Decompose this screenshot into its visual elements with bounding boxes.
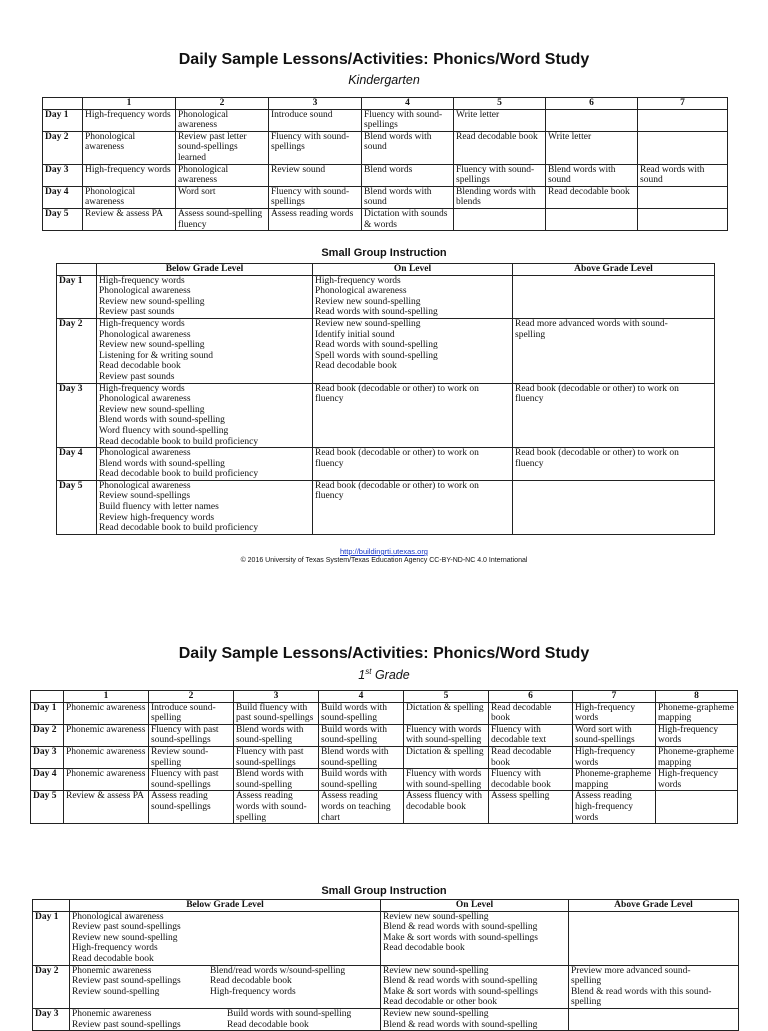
k-col-header: 7	[638, 98, 728, 110]
k-activity-cell: Phonological awareness	[176, 109, 269, 131]
sgik-below-line: Read decodable book to build proficiency	[99, 523, 259, 534]
sgi1-below-line: Read decodable book	[227, 1019, 309, 1030]
sgi1-below-line: Read decodable book	[72, 953, 154, 964]
k-day-label: Day 2	[43, 131, 83, 164]
sgik-above-line: Read book (decodable or other) to work on	[515, 448, 679, 459]
grade1-subtitle: 1st Grade	[358, 667, 410, 683]
sgi1-on-line: Blend & read words with sound-spelling	[383, 922, 538, 933]
g1-day-label: Day 5	[31, 791, 64, 824]
sgik-below-cell	[97, 480, 313, 534]
k-activity-cell: Review sound	[269, 164, 362, 186]
grade1-sgi-title: Small Group Instruction	[321, 885, 447, 897]
g1-day-label: Day 3	[31, 746, 64, 768]
sgi1-below-line: Review past sound-spellings	[72, 922, 181, 933]
sgik-below-line: Review new sound-spelling	[99, 404, 205, 415]
g1-activity-cell: Phonemic awareness	[64, 724, 149, 746]
k-activity-cell: Blend words	[362, 164, 454, 186]
k-day-label: Day 5	[43, 208, 83, 230]
g1-activity-cell: Fluency with words with sound-spelling	[404, 724, 489, 746]
k-activity-cell	[638, 109, 728, 131]
g1-activity-cell: Fluency with decodable text	[489, 724, 573, 746]
sgi1-below-line: Review new sound-spelling	[72, 932, 178, 943]
g1-row	[31, 791, 738, 824]
k-row	[43, 164, 728, 186]
sgik-below-line: Phonological awareness	[99, 480, 191, 491]
sgi1-on-line: Make & sort words with sound-spellings	[383, 932, 538, 943]
g1-activity-cell: Word sort with sound-spellings	[573, 724, 656, 746]
k-activity-cell: Assess sound-spelling fluency	[176, 208, 269, 230]
sgik-above-line: Read more advanced words with sound-	[515, 318, 668, 329]
sgik-above-line: fluency	[515, 394, 544, 405]
sgi1-col-header	[33, 900, 70, 912]
sgik-on-line: Read decodable book	[315, 361, 397, 372]
k-activity-cell	[638, 186, 728, 208]
sgik-row	[57, 275, 715, 318]
sgik-on-line: Review new sound-spelling	[315, 318, 421, 329]
sgi1-below-cell	[70, 911, 381, 965]
sgik-on-line: Read book (decodable or other) to work on	[315, 448, 479, 459]
g1-day-label: Day 2	[31, 724, 64, 746]
sgi1-day-label: Day 1	[33, 911, 70, 965]
kindergarten-title: Daily Sample Lessons/Activities: Phonics/Word Study	[178, 51, 590, 68]
sgik-below-line: Phonological awareness	[99, 394, 191, 405]
k-activity-cell: Assess reading words	[269, 208, 362, 230]
sgik-below-line: Review new sound-spelling	[99, 296, 205, 307]
sgik-col-header: Below Grade Level	[97, 264, 313, 276]
sgik-below-line: Review sound-spellings	[99, 491, 191, 502]
sgik-on-line: fluency	[315, 394, 344, 405]
sgi1-above-cell	[569, 911, 739, 965]
sgik-on-cell	[313, 448, 513, 481]
g1-col-header: 4	[319, 691, 404, 703]
sgik-on-line: Review new sound-spelling	[315, 296, 421, 307]
sgi1-on-line: Review new sound-spelling	[383, 965, 489, 976]
sgik-below-line: Read decodable book to build proficiency	[99, 469, 259, 480]
g1-activity-cell: Phonemic awareness	[64, 746, 149, 768]
sgik-on-line: Read book (decodable or other) to work on	[315, 480, 479, 491]
k-col-header: 1	[83, 98, 176, 110]
g1-activity-cell: Build fluency with past sound-spellings	[234, 702, 319, 724]
k-day-label: Day 4	[43, 186, 83, 208]
k-activity-cell: Review & assess PA	[83, 208, 176, 230]
sgik-day-label: Day 1	[57, 275, 97, 318]
sgi1-below-line: High-frequency words	[210, 986, 296, 997]
g1-activity-cell: Assess fluency with decodable book	[404, 791, 489, 824]
sgik-below-line: Read decodable book to build proficiency	[99, 436, 259, 447]
sgik-above-line: Read book (decodable or other) to work on	[515, 383, 679, 394]
g1-activity-cell: Assess spelling	[489, 791, 573, 824]
sgik-below-line: Phonological awareness	[99, 286, 191, 297]
g1-col-header: 2	[149, 691, 234, 703]
sgi1-below-line: Build words with sound-spelling	[227, 1008, 352, 1019]
k-activity-cell: Write letter	[454, 109, 546, 131]
sgik-day-label: Day 3	[57, 383, 97, 448]
sgi1-row	[33, 1008, 739, 1030]
sgik-on-cell	[313, 275, 513, 318]
sgik-below-line: Review high-frequency words	[99, 512, 215, 523]
k-col-header: 3	[269, 98, 362, 110]
sgi1-col-header: On Level	[381, 900, 569, 912]
sgi1-on-cell	[381, 965, 569, 1008]
g1-activity-cell: Review & assess PA	[64, 791, 149, 824]
sgik-below-line: High-frequency words	[99, 383, 185, 394]
grade1-sgi-table	[32, 899, 739, 1031]
sgik-above-cell	[513, 275, 715, 318]
sgik-below-line: High-frequency words	[99, 275, 185, 286]
sgi1-below-line: Phonological awareness	[72, 911, 164, 922]
sgik-on-line: Read words with sound-spelling	[315, 307, 438, 318]
sgik-above-cell	[513, 448, 715, 481]
k-activity-cell: Fluency with sound-spellings	[362, 109, 454, 131]
k-activity-cell: Dictation with sounds & words	[362, 208, 454, 230]
sgi1-row	[33, 965, 739, 1008]
k-col-header	[43, 98, 83, 110]
sgi1-above-line: spelling	[571, 976, 602, 987]
k-activity-cell: Read decodable book	[546, 186, 638, 208]
k-activity-cell: Blending words with blends	[454, 186, 546, 208]
sgik-below-line: Blend words with sound-spelling	[99, 415, 225, 426]
k-activity-cell: Fluency with sound-spellings	[269, 131, 362, 164]
g1-activity-cell: Phoneme-grapheme mapping	[656, 746, 738, 768]
sgik-on-line: Spell words with sound-spelling	[315, 350, 438, 361]
k-activity-cell	[638, 131, 728, 164]
g1-col-header: 5	[404, 691, 489, 703]
g1-activity-cell: High-frequency words	[656, 724, 738, 746]
sgik-below-line: Word fluency with sound-spelling	[99, 425, 229, 436]
g1-activity-cell: Build words with sound-spelling	[319, 769, 404, 791]
g1-activity-cell: Assess reading words with sound-spelling	[234, 791, 319, 824]
sgi1-row	[33, 911, 739, 965]
g1-col-header	[31, 691, 64, 703]
sgik-on-line: Phonological awareness	[315, 286, 407, 297]
g1-activity-cell: Build words with sound-spelling	[319, 702, 404, 724]
sgik-below-cell	[97, 448, 313, 481]
sgik-above-cell	[513, 383, 715, 448]
kindergarten-lessons-table	[42, 97, 728, 231]
sgi1-above-line: spelling	[571, 997, 602, 1008]
sgik-row	[57, 480, 715, 534]
g1-activity-cell: Phoneme-grapheme mapping	[656, 702, 738, 724]
g1-col-header: 7	[573, 691, 656, 703]
g1-activity-cell: Blend words with sound-spelling	[234, 769, 319, 791]
k-activity-cell	[546, 109, 638, 131]
sgi1-below-line: Review past sound-spellings	[72, 1019, 181, 1030]
sgi1-day-label: Day 2	[33, 965, 70, 1008]
g1-row	[31, 724, 738, 746]
sgi1-col-header: Below Grade Level	[70, 900, 381, 912]
grade1-title: Daily Sample Lessons/Activities: Phonics/Word Study	[178, 645, 590, 662]
k-activity-cell: Word sort	[176, 186, 269, 208]
k-col-header: 4	[362, 98, 454, 110]
g1-activity-cell: Read decodable book	[489, 702, 573, 724]
k-activity-cell: Read decodable book	[454, 131, 546, 164]
g1-activity-cell: Build words with sound-spelling	[319, 724, 404, 746]
sgi1-on-line: Read decodable book	[383, 943, 465, 954]
k-activity-cell: Fluency with sound-spellings	[269, 186, 362, 208]
g1-activity-cell: Assess reading words on teaching chart	[319, 791, 404, 824]
g1-activity-cell: Fluency with past sound-spellings	[149, 724, 234, 746]
sgi1-above-line: Preview more advanced sound-	[571, 965, 691, 976]
sgik-day-label: Day 5	[57, 480, 97, 534]
g1-col-header: 1	[64, 691, 149, 703]
sgik-above-cell	[513, 480, 715, 534]
g1-row	[31, 746, 738, 768]
k-row	[43, 131, 728, 164]
g1-activity-cell: Dictation & spelling	[404, 702, 489, 724]
g1-activity-cell: Introduce sound-spelling	[149, 702, 234, 724]
sgik-row	[57, 383, 715, 448]
sgik-below-line: Build fluency with letter names	[99, 502, 219, 513]
g1-activity-cell: Blend words with sound-spelling	[234, 724, 319, 746]
sgik-col-header: On Level	[313, 264, 513, 276]
g1-activity-cell: High-frequency words	[573, 746, 656, 768]
g1-row	[31, 769, 738, 791]
sgi1-below-line: Blend/read words w/sound-spelling	[210, 965, 346, 976]
sgik-above-line: spelling	[515, 329, 546, 340]
sgik-below-line: Review past sounds	[99, 371, 175, 382]
sgik-below-line: Review new sound-spelling	[99, 340, 205, 351]
g1-activity-cell: Read decodable book	[489, 746, 573, 768]
g1-col-header: 3	[234, 691, 319, 703]
k-activity-cell: Phonological awareness	[83, 186, 176, 208]
sgi1-above-cell	[569, 965, 739, 1008]
sgik-row	[57, 318, 715, 383]
k-day-label: Day 3	[43, 164, 83, 186]
g1-activity-cell: Phonemic awareness	[64, 702, 149, 724]
g1-activity-cell: Fluency with decodable book	[489, 769, 573, 791]
sgik-below-line: Read decodable book	[99, 361, 181, 372]
sgik-row	[57, 448, 715, 481]
k-activity-cell: Blend words with sound	[362, 186, 454, 208]
k-activity-cell	[638, 208, 728, 230]
k-day-label: Day 1	[43, 109, 83, 131]
g1-col-header: 6	[489, 691, 573, 703]
g1-activity-cell: Assess reading sound-spellings	[149, 791, 234, 824]
sgik-below-line: Blend words with sound-spelling	[99, 458, 225, 469]
k-activity-cell: Blend words with sound	[362, 131, 454, 164]
g1-activity-cell: Fluency with words with sound-spelling	[404, 769, 489, 791]
sgik-on-line: Read words with sound-spelling	[315, 340, 438, 351]
sgik-below-line: Phonological awareness	[99, 329, 191, 340]
sgik-day-label: Day 2	[57, 318, 97, 383]
sgik-below-line: High-frequency words	[99, 318, 185, 329]
sgik-below-cell	[97, 383, 313, 448]
sgi1-above-cell	[569, 1008, 739, 1030]
k-activity-cell: Phonological awareness	[83, 131, 176, 164]
k-row	[43, 109, 728, 131]
sgi1-below-line: High-frequency words	[72, 943, 158, 954]
g1-col-header: 8	[656, 691, 738, 703]
sgik-col-header	[57, 264, 97, 276]
sgik-below-line: Review past sounds	[99, 307, 175, 318]
sgik-on-cell	[313, 383, 513, 448]
sgik-below-cell	[97, 275, 313, 318]
footer-copyright: © 2016 University of Texas System/Texas Education Agency CC-BY-ND-NC 4.0 International	[240, 557, 528, 564]
g1-activity-cell: Fluency with past sound-spellings	[149, 769, 234, 791]
sgi1-on-line: Review new sound-spelling	[383, 1008, 489, 1019]
sgi1-on-line: Blend & read words with sound-spelling	[383, 976, 538, 987]
sgi1-on-cell	[381, 911, 569, 965]
sgi1-below-line: Review sound-spelling	[72, 986, 160, 997]
g1-activity-cell: Assess reading high-frequency words	[573, 791, 656, 824]
sgi1-below-line: Phonemic awareness	[72, 965, 152, 976]
sgi1-below-cell	[70, 965, 381, 1008]
sgi1-on-line: Make & sort words with sound-spellings	[383, 986, 538, 997]
sgik-above-line: fluency	[515, 458, 544, 469]
g1-day-label: Day 4	[31, 769, 64, 791]
sgi1-below-line: Review past sound-spellings	[72, 976, 181, 987]
sgik-col-header: Above Grade Level	[513, 264, 715, 276]
g1-activity-cell: High-frequency words	[656, 769, 738, 791]
sgik-on-line: Identify initial sound	[315, 329, 395, 340]
sgi1-above-line: Blend & read words with this sound-	[571, 986, 712, 997]
k-activity-cell: High-frequency words	[83, 164, 176, 186]
k-activity-cell: Review past letter sound-spellings learned	[176, 131, 269, 164]
sgi1-below-line: Phonemic awareness	[72, 1008, 152, 1019]
sgi1-on-line: Blend & read words with sound-spelling	[383, 1019, 538, 1030]
sgik-above-cell	[513, 318, 715, 383]
sgi1-below-line: Read decodable book	[210, 976, 292, 987]
g1-activity-cell: Phonemic awareness	[64, 769, 149, 791]
sgi1-below-cell	[70, 1008, 381, 1030]
k-activity-cell: Phonological awareness	[176, 164, 269, 186]
k-activity-cell	[546, 208, 638, 230]
sgik-below-cell	[97, 318, 313, 383]
k-row	[43, 186, 728, 208]
sgik-below-line: Listening for & writing sound	[99, 350, 213, 361]
g1-activity-cell: Fluency with past sound-spellings	[234, 746, 319, 768]
kindergarten-sgi-table	[56, 263, 715, 535]
k-col-header: 2	[176, 98, 269, 110]
sgik-on-line: fluency	[315, 491, 344, 502]
g1-row	[31, 702, 738, 724]
k-row	[43, 208, 728, 230]
kindergarten-subtitle: Kindergarten	[348, 73, 420, 87]
k-activity-cell: High-frequency words	[83, 109, 176, 131]
k-activity-cell	[454, 208, 546, 230]
sgi1-day-label: Day 3	[33, 1008, 70, 1030]
sgik-on-cell	[313, 318, 513, 383]
sgi1-col-header: Above Grade Level	[569, 900, 739, 912]
footer-link[interactable]: http://buildingrti.utexas.org	[340, 547, 428, 556]
sgi1-on-cell	[381, 1008, 569, 1030]
sgi1-on-line: Review new sound-spelling	[383, 911, 489, 922]
sgik-on-line: fluency	[315, 458, 344, 469]
g1-activity-cell: Blend words with sound-spelling	[319, 746, 404, 768]
sgi1-on-line: Read decodable or other book	[383, 997, 497, 1008]
k-col-header: 5	[454, 98, 546, 110]
k-activity-cell: Write letter	[546, 131, 638, 164]
sgik-on-line: Read book (decodable or other) to work on	[315, 383, 479, 394]
k-col-header: 6	[546, 98, 638, 110]
kindergarten-sgi-title: Small Group Instruction	[321, 247, 447, 259]
sgik-below-line: Phonological awareness	[99, 448, 191, 459]
k-activity-cell: Blend words with sound	[546, 164, 638, 186]
grade1-lessons-table	[30, 690, 738, 824]
g1-activity-cell: Dictation & spelling	[404, 746, 489, 768]
k-activity-cell: Read words with sound	[638, 164, 728, 186]
sgik-day-label: Day 4	[57, 448, 97, 481]
k-activity-cell: Fluency with sound-spellings	[454, 164, 546, 186]
g1-activity-cell	[656, 791, 738, 824]
k-activity-cell: Introduce sound	[269, 109, 362, 131]
g1-day-label: Day 1	[31, 702, 64, 724]
sgik-on-cell	[313, 480, 513, 534]
sgik-on-line: High-frequency words	[315, 275, 401, 286]
g1-activity-cell: High-frequency words	[573, 702, 656, 724]
g1-activity-cell: Review sound-spelling	[149, 746, 234, 768]
g1-activity-cell: Phoneme-grapheme mapping	[573, 769, 656, 791]
